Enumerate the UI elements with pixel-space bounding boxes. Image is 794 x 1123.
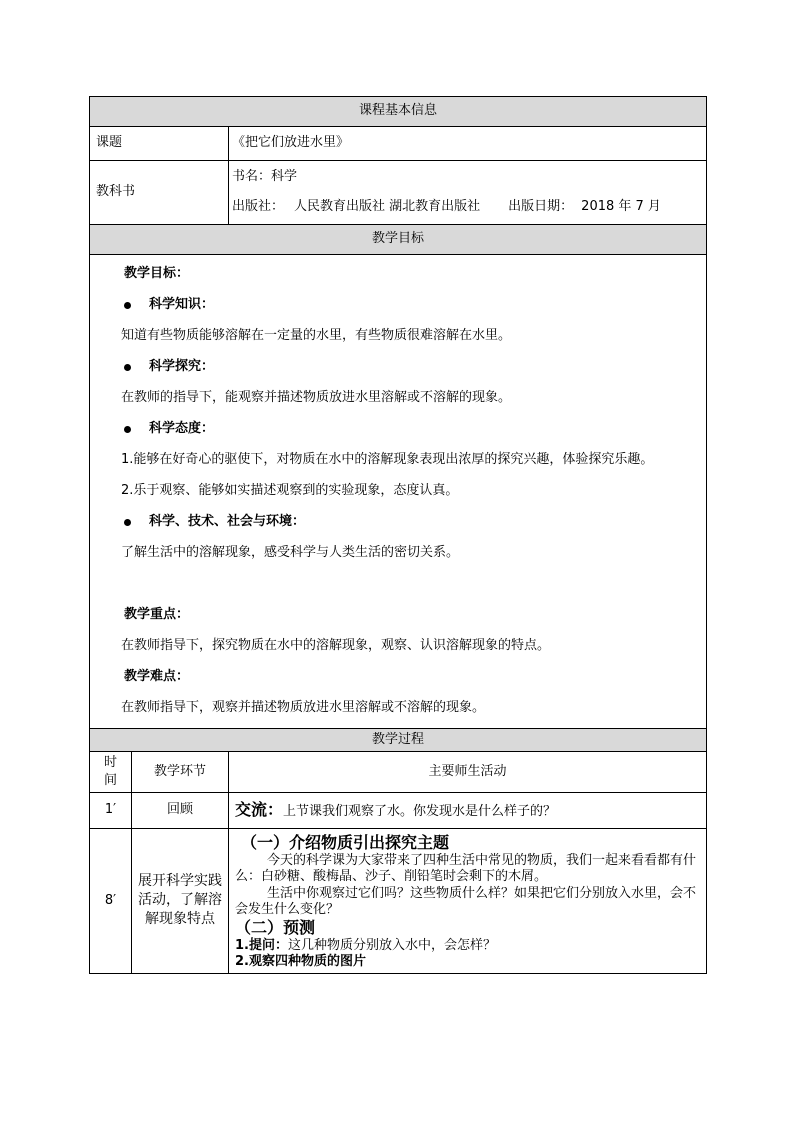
col-header-time-2: 间 <box>103 773 117 788</box>
publisher-label: 出版社： <box>232 199 285 215</box>
activity-label: 交流： <box>235 800 284 820</box>
lesson-plan <box>89 96 706 974</box>
goal-stse-text: 了解生活中的溶解现象，感受科学与人类生活的密切关系。 <box>121 545 460 561</box>
textbook-info <box>229 161 707 225</box>
col-header-stage: 教学环节 <box>132 752 229 793</box>
topic-value: 《把它们放进水里》 <box>229 127 707 161</box>
goal-inquiry-title: 科学探究： <box>149 359 215 375</box>
question-1 <box>235 938 702 954</box>
col-header-time-1: 时 <box>103 755 117 771</box>
sec1-paragraph-1: 今天的科学课为大家带来了四种生活中常见的物质，我们一起来看看都有什么：白砂糖、酸梅晶、沙子、削铅笔时会剩下的木屑。 <box>235 853 697 885</box>
bullet-icon <box>124 519 131 526</box>
goal-inquiry-heading <box>124 352 706 383</box>
row-stage: 回顾 <box>132 793 229 829</box>
row-activity <box>229 793 707 829</box>
row-activity <box>229 829 707 974</box>
difficulty-text: 在教师指导下，观察并描述物质放进水里溶解或不溶解的现象。 <box>121 700 486 716</box>
row-time: 1′ <box>90 793 132 829</box>
question-2: 2.观察四种物质的图片 <box>235 954 366 970</box>
col-header-time <box>90 752 132 793</box>
sec2-title: （二）预测 <box>235 918 316 937</box>
publisher-line <box>229 193 706 223</box>
goal-attitude-heading <box>124 414 706 445</box>
goal-knowledge-title: 科学知识： <box>149 297 215 313</box>
sec1-paragraph-2: 生活中你观察过它们吗？这些物质什么样？如果把它们分别放入水里，会不会发生什么变化？ <box>235 885 697 917</box>
goal-stse-heading <box>124 507 706 538</box>
key-points-title: 教学重点： <box>124 607 190 623</box>
row-time: 8′ <box>90 829 132 974</box>
goal-attitude-title: 科学态度： <box>149 421 215 437</box>
question-1-label: 1.提问： <box>235 938 288 953</box>
goal-knowledge-text: 知道有些物质能够溶解在一定量的水里，有些物质很难溶解在水里。 <box>121 328 512 344</box>
goal-stse-title: 科学、技术、社会与环境： <box>149 514 306 530</box>
section-header-basic-info: 课程基本信息 <box>90 97 707 127</box>
book-name: 书名：科学 <box>232 169 298 185</box>
spacer <box>124 569 706 600</box>
goal-attitude-2: 2.乐于观察、能够如实描述观察到的实验现象，态度认真。 <box>121 483 459 499</box>
section-header-goals: 教学目标 <box>90 225 707 255</box>
sec1-title: （一）介绍物质引出探究主题 <box>241 833 450 852</box>
col-header-activity: 主要师生活动 <box>229 752 707 793</box>
bullet-icon <box>124 426 131 433</box>
activity-text: 上节课我们观察了水。你发现水是什么样子的？ <box>283 804 557 820</box>
publish-date-label: 出版日期： <box>508 199 574 215</box>
section-header-process: 教学过程 <box>90 729 707 752</box>
key-points-text: 在教师指导下，探究物质在水中的溶解现象，观察、认识溶解现象的特点。 <box>121 638 551 654</box>
textbook-label: 教科书 <box>90 161 229 225</box>
process-row <box>90 829 707 974</box>
publisher-value: 人民教育出版社 湖北教育出版社 <box>294 199 481 215</box>
lesson-table <box>89 96 707 974</box>
difficulty-title: 教学难点： <box>124 669 190 685</box>
goal-inquiry-text: 在教师的指导下，能观察并描述物质放进水里溶解或不溶解的现象。 <box>121 390 512 406</box>
goal-attitude-1: 1.能够在好奇心的驱使下，对物质在水中的溶解现象表现出浓厚的探究兴趣，体验探究乐趣。 <box>121 452 654 468</box>
goal-knowledge-heading <box>124 290 706 321</box>
publish-date-value: 2018 年 7 月 <box>581 199 661 215</box>
goals-title: 教学目标： <box>124 266 190 282</box>
topic-label: 课题 <box>90 127 229 161</box>
row-stage: 展开科学实践活动，了解溶解现象特点 <box>132 829 229 974</box>
goals-cell <box>90 255 707 729</box>
process-row <box>90 793 707 829</box>
question-1-text: 这几种物质分别放入水中，会怎样？ <box>287 938 496 953</box>
bullet-icon <box>124 364 131 371</box>
bullet-icon <box>124 302 131 309</box>
